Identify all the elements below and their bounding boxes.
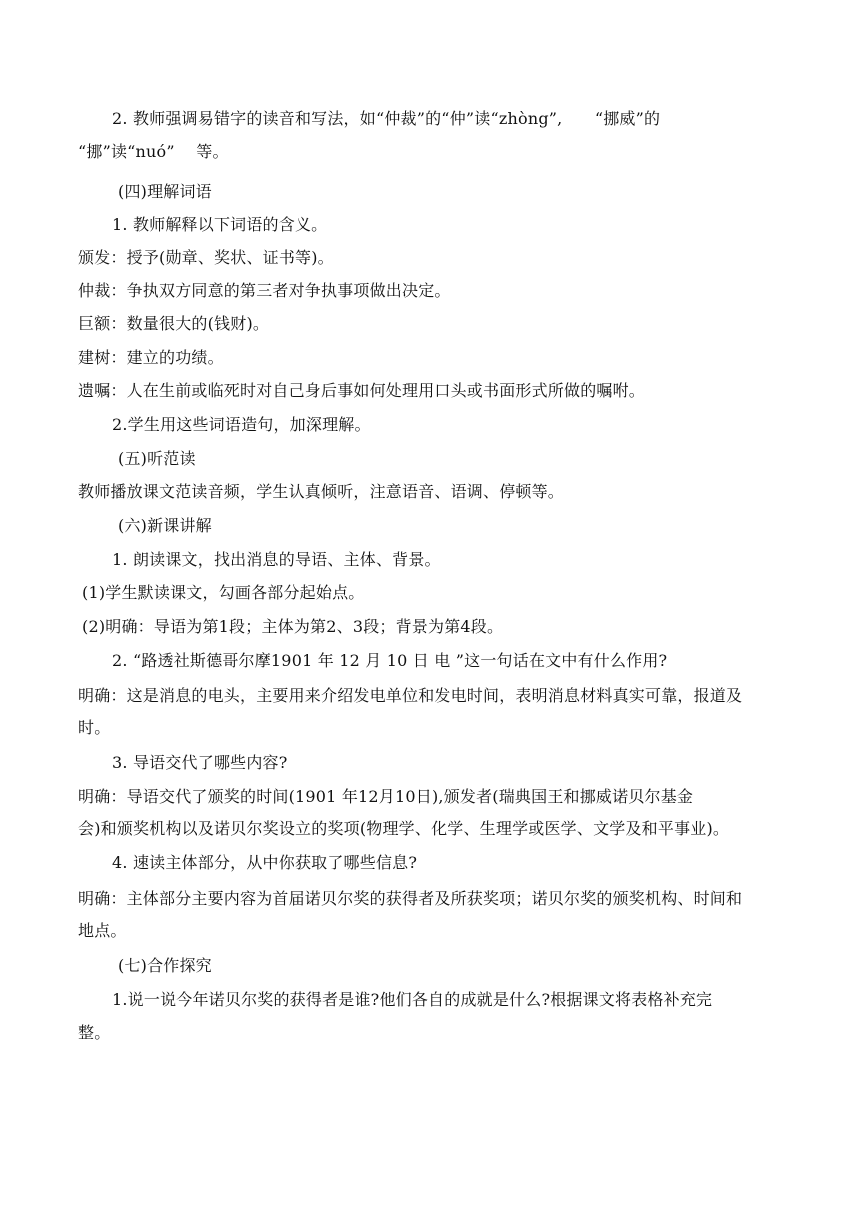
answer-lead-line-2: 会)和颁奖机构以及诺贝尔奖设立的奖项(物理学、化学、生理学或医学、文学及和平事业)。 [78,819,730,838]
answer-body-line-2: 地点。 [78,921,127,940]
paragraph-pronunciation-line-2: “挪”读“nuó” 等。 [78,142,229,161]
paragraph-listen: 教师播放课文范读音频，学生认真倾听，注意语音、语调、停顿等。 [78,482,565,501]
paragraph-read-aloud: 1. 朗读课文，找出消息的导语、主体、背景。 [112,550,441,569]
question-dateline: 2. “路透社斯德哥尔摩1901 年 12 月 10 日 电 ”这一句话在文中有什么作用? [112,651,668,670]
section-heading-listen: (五)听范读 [118,449,196,468]
paragraph-explore-line-2: 整。 [78,1023,111,1042]
answer-lead-line-1: 明确：导语交代了颁奖的时间(1901 年12月10日),颁发者(瑞典国王和挪威诺贝尔基金 [78,787,694,806]
paragraph-make-sentences: 2.学生用这些词语造句，加深理解。 [112,415,371,434]
term-definition-5: 遗嘱：人在生前或临死时对自己身后事如何处理用口头或书面形式所做的嘱咐。 [78,381,646,400]
term-definition-1: 颁发：授予(勋章、奖状、证书等)。 [78,248,334,267]
paragraph-explore-line-1: 1.说一说今年诺贝尔奖的获得者是谁?他们各自的成就是什么?根据课文将表格补充完 [112,990,713,1009]
answer-dateline-line-1: 明确：这是消息的电头，主要用来介绍发电单位和发电时间，表明消息材料真实可靠，报道及 [78,686,743,705]
answer-body-line-1: 明确：主体部分主要内容为首届诺贝尔奖的获得者及所获奖项；诺贝尔奖的颁奖机构、时间和 [78,889,743,908]
question-body: 4. 速读主体部分，从中你获取了哪些信息? [112,853,418,872]
paragraph-silent-reading: (1)学生默读课文，勾画各部分起始点。 [82,583,365,602]
answer-dateline-line-2: 时。 [78,718,111,737]
paragraph-clarify-parts: (2)明确：导语为第1段；主体为第2、3段；背景为第4段。 [82,617,504,636]
section-heading-lecture: (六)新课讲解 [118,516,212,535]
paragraph-explain-intro: 1. 教师解释以下词语的含义。 [112,215,328,234]
paragraph-pronunciation-line-1: 2. 教师强调易错字的读音和写法，如“仲裁”的“仲”读“zhòng”, “挪威”的 [112,109,661,128]
section-heading-understand-words: (四)理解词语 [118,182,212,201]
term-definition-3: 巨额：数量很大的(钱财)。 [78,314,270,333]
section-heading-cooperative-explore: (七)合作探究 [118,956,212,975]
question-lead: 3. 导语交代了哪些内容? [112,753,288,772]
term-definition-2: 仲裁：争执双方同意的第三者对争执事项做出决定。 [78,281,451,300]
term-definition-4: 建树：建立的功绩。 [78,348,224,367]
